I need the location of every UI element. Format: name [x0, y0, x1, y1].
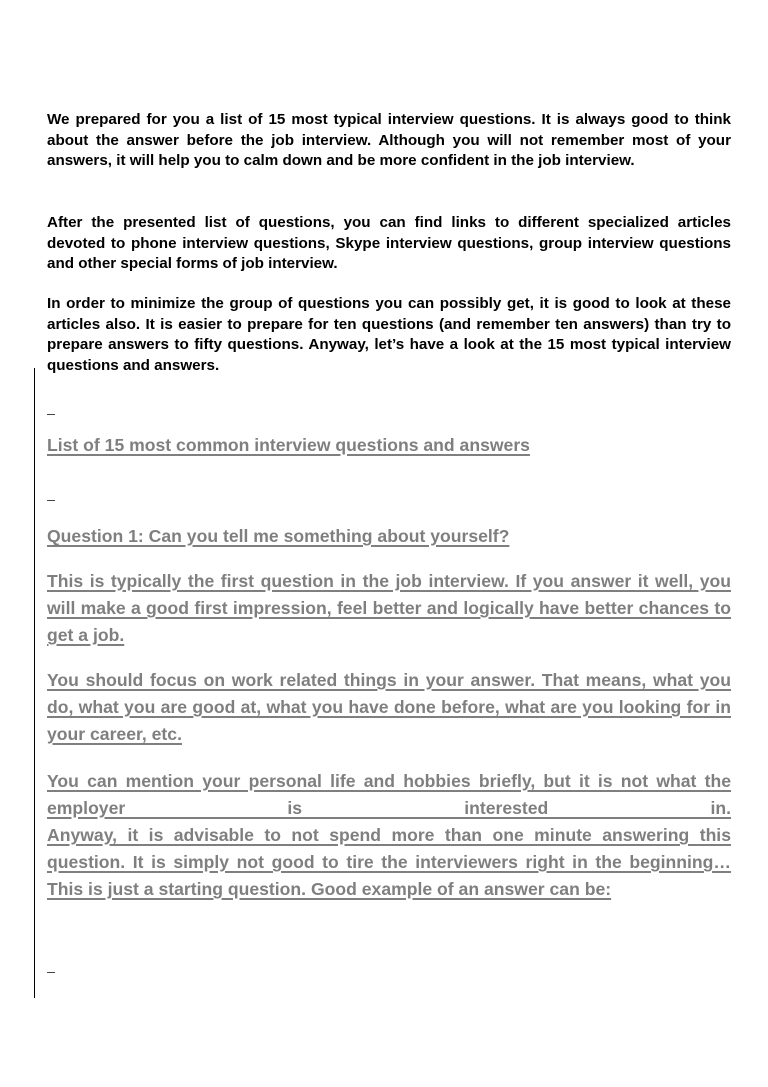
list-marker: [47, 500, 55, 501]
change-bar: [34, 368, 35, 998]
answer-paragraph-3-rest: Anyway, it is advisable to not spend more than one minute answering this question. It is simply not good to tire the interviewers right in the beginning… This is just a starting question. Good example of an answer can be:: [47, 825, 731, 899]
answer-paragraph-3-line-1: You can mention your personal life and hobbies briefly, but it is not what the employer is interested in.: [47, 771, 731, 818]
answer-paragraph-1: This is typically the first question in the job interview. If you answer it well, you will make a good first impression, feel better and logically have better chances to get a job.: [47, 571, 731, 645]
answer-paragraph-3: [47, 768, 731, 903]
intro-paragraph-1: We prepared for you a list of 15 most typical interview questions. It is always good to think about the answer before the job interview. Although you will not remember most of your answers, it will help you to calm down and be more confident in the job interview.: [47, 111, 731, 169]
list-marker: [47, 414, 55, 415]
list-marker: [47, 972, 55, 973]
intro-paragraph-3: In order to minimize the group of questions you can possibly get, it is good to look at these articles also. It is easier to prepare for ten questions (and remember ten answers) than try to prepare answers to fifty questions. Anyway, let’s have a look at the 15 most typical interview questions and answers.: [47, 295, 731, 374]
intro-paragraph-2: After the presented list of questions, you can find links to different specialized articles devoted to phone interview questions, Skype interview questions, group interview questions and other special forms of job interview.: [47, 214, 731, 272]
section-heading: List of 15 most common interview questions and answers: [47, 435, 530, 455]
answer-paragraph-2: You should focus on work related things in your answer. That means, what you do, what you are good at, what you have done before, what are you looking for in your career, etc.: [47, 670, 731, 744]
question-1-heading: Question 1: Can you tell me something about yourself?: [47, 526, 510, 546]
